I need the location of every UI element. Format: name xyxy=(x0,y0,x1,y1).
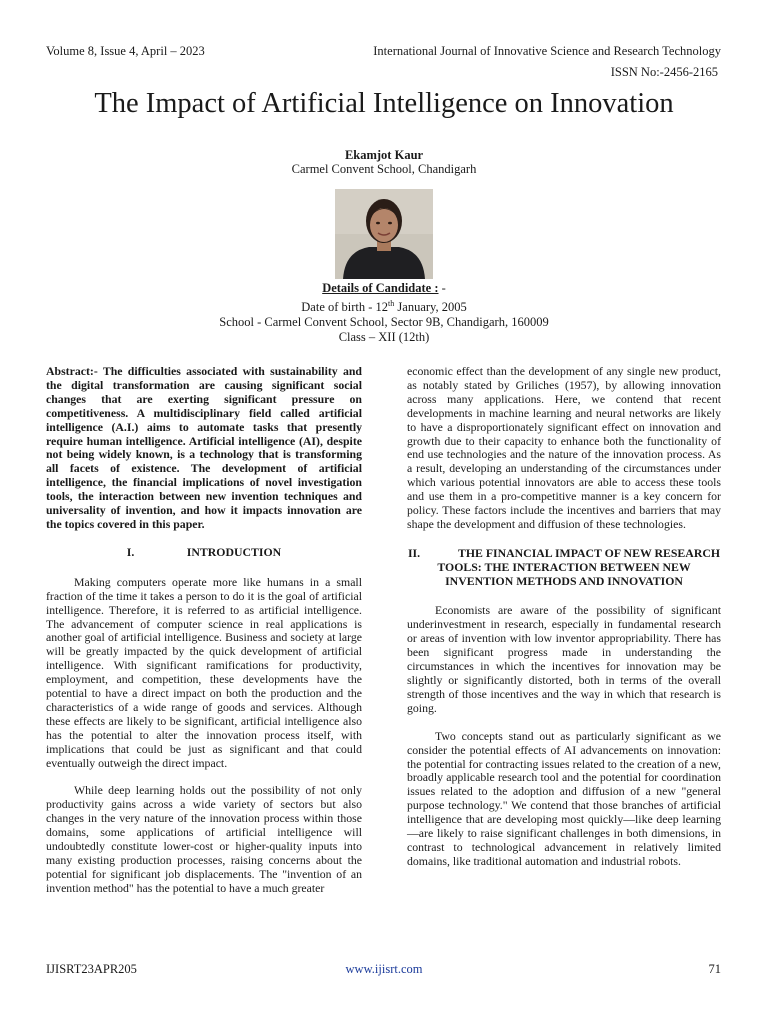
journal-website-link[interactable]: www.ijisrt.com xyxy=(345,962,423,976)
details-heading xyxy=(0,281,768,296)
paper-id: IJISRT23APR205 xyxy=(46,962,137,976)
author-affiliation: Carmel Convent School, Chandigarh xyxy=(291,162,477,176)
section-2-title: THE FINANCIAL IMPACT OF NEW RESEARCH TOOLS: THE INTERACTION BETWEEN NEW INVENTION METHODS AND INNOVATION xyxy=(437,545,721,589)
introduction-paragraph-1: Making computers operate more like humans in a small fraction of the time it takes a person to do it is the goal of artificial intelligence. Therefore, it is referred to as artificial intelligence. The advancement of computer science in real applications is another goal of artificial intelligence. Business and society at large will be greatly impacted by the quick development of artificial intelligence. With significant ramifications for productivity, employment, and competition, these developments have the potential to have a direct impact on both the production and the characteristics of a wide range of goods and services. Although these effects are likely to be significant, artificial intelligence also has the potential to alter the innovation process itself, with implications that could be just as significant and that could eventually outweigh the direct impact. xyxy=(46,574,362,770)
left-column xyxy=(46,365,362,896)
section-1-number: I. xyxy=(126,544,135,559)
details-label-suffix: - xyxy=(438,281,446,295)
journal-volume-issue: Volume 8, Issue 4, April – 2023 xyxy=(46,44,205,58)
journal-name: International Journal of Innovative Science and Research Technology xyxy=(373,44,721,58)
introduction-paragraph-2: While deep learning holds out the possibility of not only productivity gains across a wide variety of sectors but also changes in the very nature of the innovation process within those domains, some applications of artificial intelligence will undoubtedly constitute lower-cost or higher-quality inputs into many existing production processes, raising concerns about the potential for significant job displacements. The "invention of an invention method" has the potential to have a much greater xyxy=(46,783,362,895)
dob-prefix: Date of birth - 12 xyxy=(301,300,389,315)
abstract: Abstract:- The difficulties associated with sustainability and the digital transformation are causing significant social changes that are exerting significant pressure on competitiveness. A multidisciplinary field called artificial intelligence (A.I.) aims to automate tasks that presently require human intelligence. Artificial intelligence (AI), despite not being widely known, is a technology that is transforming all facets of existence. The development of artificial intelligence, the financial implications of novel investigation tools, the interaction between new invention techniques and universality of invention, and how it impacts innovation are the topics covered in this paper. xyxy=(46,364,362,531)
page-number: 71 xyxy=(708,962,721,976)
introduction-paragraph-3: economic effect than the development of any single new product, as notably stated by Griliches (1957), by allowing innovation across many applications. Here, we contend that recent developments in machine learning and neural networks are likely to have a disproportionately significant effect on innovation and growth due to their capacity to enhance both the functionality of end use technologies and the nature of the innovation process. As a result, developing an understanding of the circumstances under which various potential innovators are able to access these tools and use them in a pro-competitive manner is a key concern for policy. These factors include the incentives and barriers that may shape the development and diffusion of these technologies. xyxy=(407,364,721,531)
school-address: School - Carmel Convent School, Sector 9B, Chandigarh, 160009 xyxy=(219,315,549,330)
date-of-birth xyxy=(0,296,768,315)
right-column xyxy=(407,365,721,869)
dob-ordinal: th xyxy=(388,299,395,308)
details-label: Details of Candidate : xyxy=(322,281,439,295)
author-portrait-image xyxy=(335,189,433,279)
paper-title: The Impact of Artificial Intelligence on Innovation xyxy=(94,88,674,119)
section-2-paragraph-2: Two concepts stand out as particularly significant as we consider the potential effects of AI advancements on innovation: the potential for contracting issues related to the creation of a new, broadly applicable research tool and the potential for coordination issues related to the adoption and diffusion of a new "general purpose technology." We contend that those branches of artificial intelligence that are developing most quickly—like deep learning—are likely to raise significant challenges in both dimensions, in contrast to technological advancement in relatively limited domains, like traditional automation and industrial robots. xyxy=(407,728,721,868)
section-1-title: INTRODUCTION xyxy=(186,544,282,559)
section-2-heading xyxy=(407,546,721,589)
candidate-details xyxy=(0,281,768,345)
issn-number: ISSN No:-2456-2165 xyxy=(610,65,718,79)
class-info: Class – XII (12th) xyxy=(338,330,430,345)
dob-suffix: January, 2005 xyxy=(394,300,467,315)
section-2-paragraph-1: Economists are aware of the possibility of significant underinvestment in research, especially in fundamental research or areas of invention with low inventor appropriability. There has been significant progress made in understanding the circumstances in which the incentives for innovation may be slightly or significantly distorted, both in terms of the overall strength of those incentives and the way in which that research is going. xyxy=(407,603,721,715)
author-name: Ekamjot Kaur xyxy=(344,148,424,162)
section-2-number: II. xyxy=(407,545,421,560)
section-1-heading xyxy=(46,546,362,560)
author-photo xyxy=(335,189,433,279)
